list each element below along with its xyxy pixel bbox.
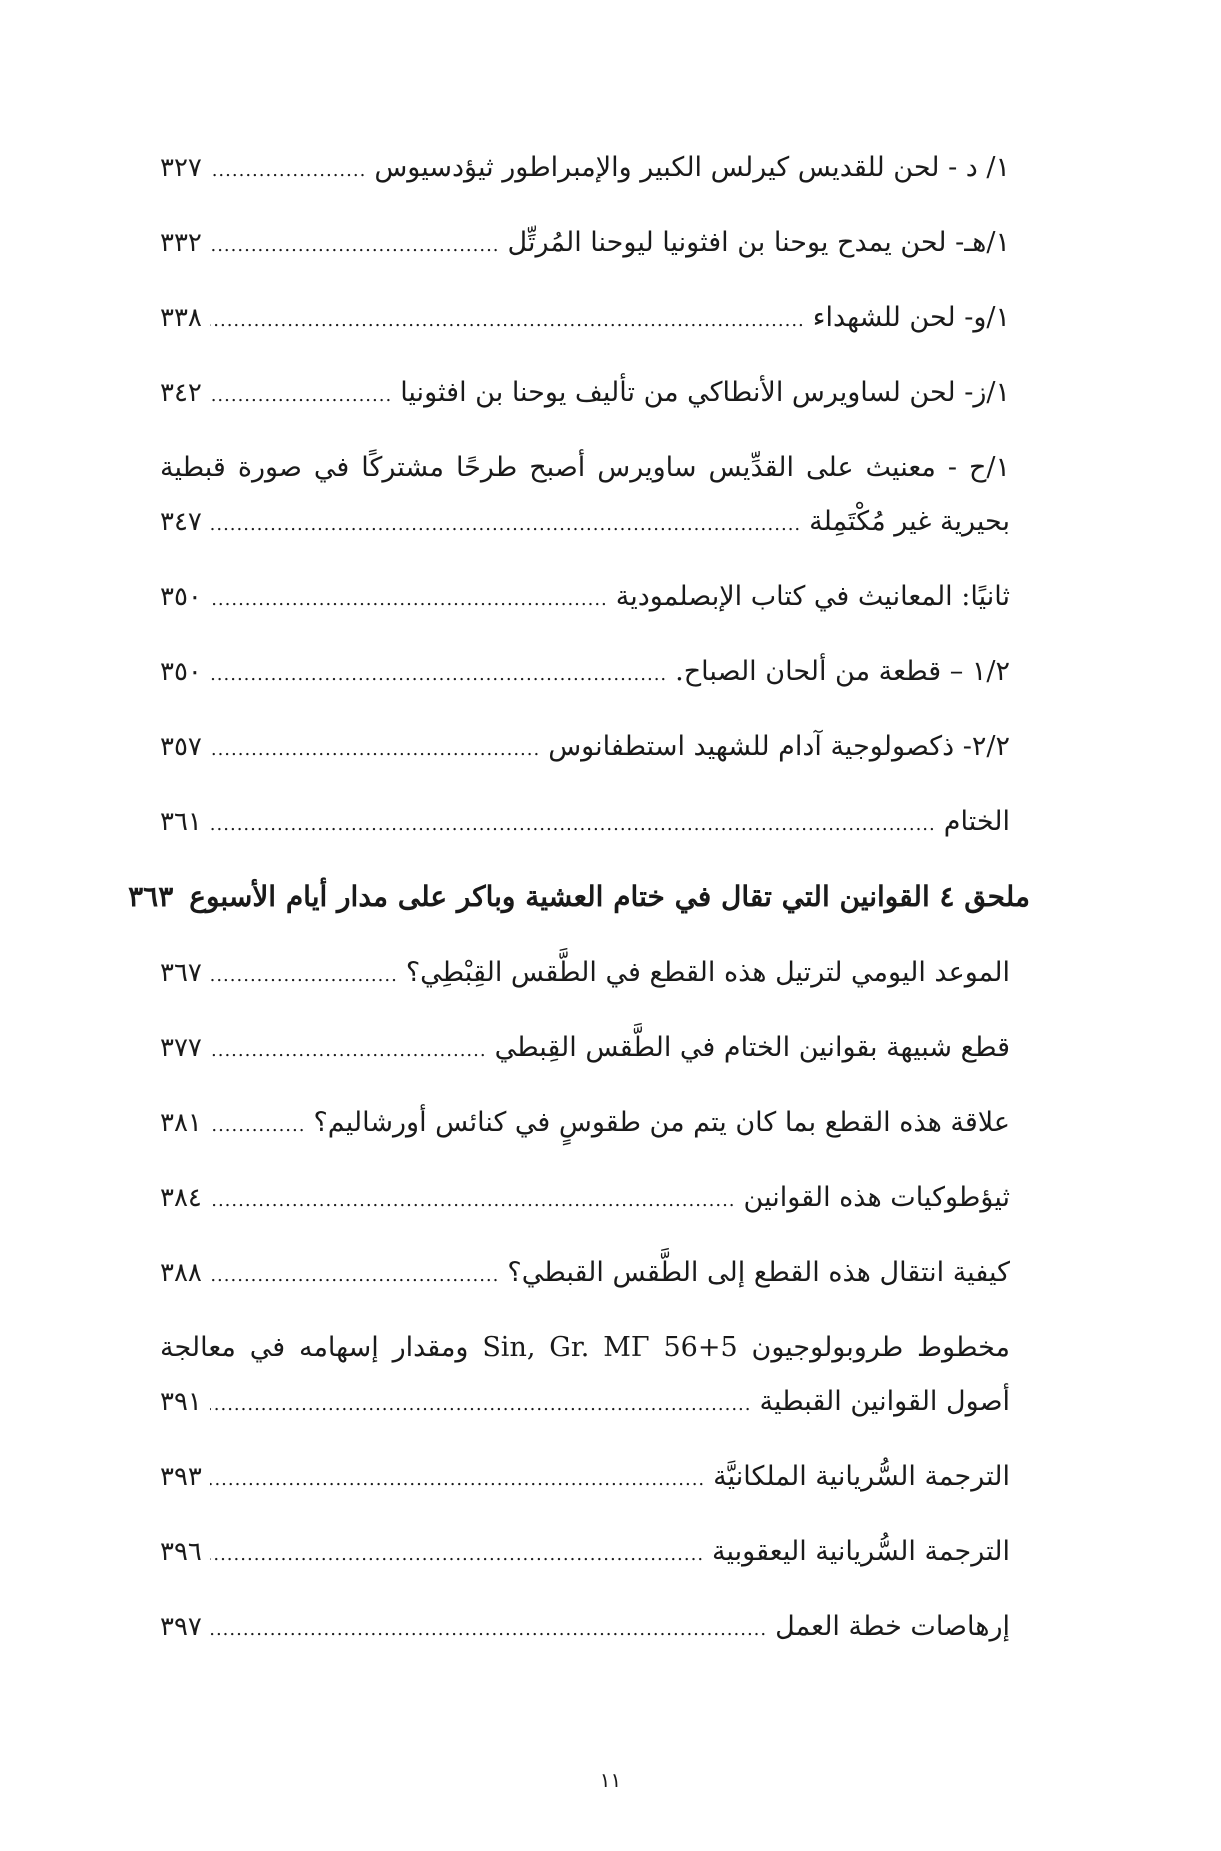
toc-entry-title: ثانيًا: المعانيث في كتاب الإبصلمودية: [615, 581, 1010, 612]
dot-leader: [210, 151, 366, 191]
page-number: ١١: [599, 1768, 622, 1792]
toc-entry-title: الترجمة السُّريانية اليعقوبية: [712, 1536, 1010, 1567]
dot-leader: [210, 730, 540, 770]
toc-entry: [160, 373, 1010, 416]
dot-leader: [210, 655, 667, 695]
toc-entry-page: ٣٦١: [160, 807, 202, 837]
toc-entry-title: ملحق ٤ القوانين التي تقال في ختام العشية وباكر على مدار أيام الأسبوع: [189, 880, 1030, 913]
toc-entry-title: كيفية انتقال هذه القطع إلى الطَّقس القبطي؟: [507, 1257, 1010, 1288]
table-of-contents: [128, 148, 1030, 1682]
toc-entry: [160, 953, 1010, 996]
toc-entry-page: ٣٢٧: [160, 153, 202, 183]
dot-leader: [210, 1385, 752, 1425]
toc-entry-title: أصول القوانين القبطية: [759, 1386, 1010, 1417]
toc-entry: [160, 1457, 1010, 1500]
toc-entry: [160, 727, 1010, 770]
toc-entry-page: ٣٩٣: [160, 1462, 202, 1492]
dot-leader: [210, 1181, 736, 1221]
toc-entry: [160, 298, 1010, 341]
dot-leader: [210, 505, 801, 545]
toc-entry: [160, 652, 1010, 695]
toc-entry-title: ١/هـ- لحن يمدح يوحنا بن افثونيا ليوحنا المُرتِّل: [507, 227, 1010, 258]
toc-entry: [160, 1253, 1010, 1296]
dot-leader: [210, 1031, 487, 1071]
toc-entry: [160, 1028, 1010, 1071]
toc-entry-first-line: مخطوط طروبولوجيون Sin, Gr. MΓ 56+5 ومقدار إسهامه في معالجة: [160, 1332, 1010, 1363]
toc-entry-title: بحيرية غير مُكْتَمِلة: [809, 506, 1010, 537]
toc-entry-title: قطع شبيهة بقوانين الختام في الطَّقس القِبطي: [494, 1032, 1010, 1063]
toc-entry-page: ٣٥٠: [160, 582, 202, 612]
dot-leader: [210, 1256, 499, 1296]
toc-entry-title: إرهاصات خطة العمل: [775, 1611, 1010, 1642]
toc-entry-page: ٣٣٢: [160, 228, 202, 258]
toc-entry-wrapped: [160, 1328, 1010, 1425]
toc-entry-page: ٣٥٧: [160, 732, 202, 762]
toc-entry: [160, 223, 1010, 266]
toc-entry-title: ١/٢ – قطعة من ألحان الصباح.: [675, 656, 1010, 687]
toc-entry: [160, 502, 1010, 545]
toc-entry-title: الترجمة السُّريانية الملكانيَّة: [713, 1461, 1010, 1492]
toc-entry-page: ٣٦٧: [160, 958, 202, 988]
dot-leader: [210, 226, 500, 266]
dot-leader: [210, 956, 398, 996]
toc-entry-page: ٣٦٣: [128, 880, 174, 913]
toc-entry: [160, 148, 1010, 191]
toc-entry-page: ٣٨١: [160, 1108, 202, 1138]
toc-entry: [160, 802, 1010, 845]
toc-entry: [160, 1178, 1010, 1221]
dot-leader: [210, 1535, 704, 1575]
toc-entry-page: ٣٨٤: [160, 1183, 202, 1213]
dot-leader: [210, 1610, 767, 1650]
dot-leader: [210, 1106, 306, 1146]
dot-leader: [210, 580, 608, 620]
toc-entry-title: ثيؤطوكيات هذه القوانين: [743, 1182, 1010, 1213]
toc-entry-page: ٣٤٢: [160, 378, 202, 408]
dot-leader: [210, 301, 805, 341]
toc-appendix-heading: [128, 877, 1030, 921]
toc-entry: [160, 1607, 1010, 1650]
toc-entry-title: ١/و- لحن للشهداء: [812, 302, 1010, 333]
toc-entry-title: ١/ز- لحن لساويرس الأنطاكي من تأليف يوحنا بن افثونيا: [400, 377, 1010, 408]
toc-entry-page: ٣٣٨: [160, 303, 202, 333]
dot-leader: [210, 805, 936, 845]
toc-entry-title: ٢/٢- ذكصولوجية آدام للشهيد استطفانوس: [548, 731, 1010, 762]
toc-entry-title: الختام: [943, 806, 1010, 837]
dot-leader: [210, 1460, 705, 1500]
toc-entry-title: علاقة هذه القطع بما كان يتم من طقوسٍ في كنائس أورشاليم؟: [313, 1107, 1010, 1138]
toc-entry-page: ٣٧٧: [160, 1033, 202, 1063]
toc-entry: [160, 577, 1010, 620]
toc-entry: [160, 1103, 1010, 1146]
toc-entry-wrapped: [160, 448, 1010, 545]
toc-entry-page: ٣٥٠: [160, 657, 202, 687]
toc-entry-page: ٣٨٨: [160, 1258, 202, 1288]
toc-entry-page: ٣٩٦: [160, 1537, 202, 1567]
toc-entry-title: ١/ د - لحن للقديس كيرلس الكبير والإمبراطور ثيؤدسيوس: [374, 152, 1010, 183]
toc-entry-page: ٣٩٧: [160, 1612, 202, 1642]
toc-entry-first-line: ١/ح - معنيث على القدِّيس ساويرس أصبح طرحًا مشتركًا في صورة قبطية: [160, 452, 1010, 483]
toc-entry-page: ٣٤٧: [160, 507, 202, 537]
dot-leader: [210, 376, 392, 416]
toc-entry-page: ٣٩١: [160, 1387, 202, 1417]
toc-entry: [160, 1382, 1010, 1425]
toc-entry-title: الموعد اليومي لترتيل هذه القطع في الطَّقس القِبْطِي؟: [405, 957, 1010, 988]
toc-entry: [160, 1532, 1010, 1575]
